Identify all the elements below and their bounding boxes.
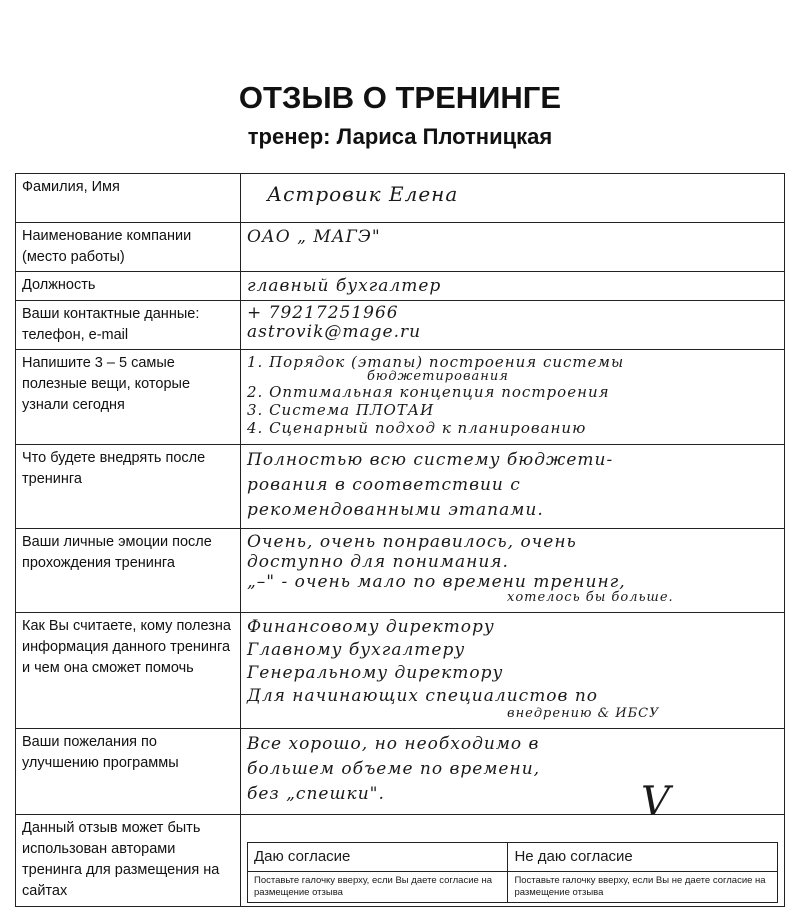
agree-note: Поставьте галочку вверху, если Вы даете согласие на размещение отзыва	[248, 872, 508, 903]
row-emotions	[16, 529, 785, 613]
handwritten-line: Очень, очень понравилось, очень	[247, 532, 577, 552]
row-label: Фамилия, Имя	[16, 174, 241, 223]
row-company	[16, 223, 785, 272]
handwritten-line: astrovik@mage.ru	[247, 322, 422, 342]
handwritten-line: 3. Система ПЛОТАИ	[247, 401, 435, 419]
row-name	[16, 174, 785, 223]
form-title: ОТЗЫВ О ТРЕНИНГЕ	[238, 80, 562, 115]
disagree-option[interactable]: Не даю согласие	[508, 843, 778, 872]
handwritten-line: 2. Оптимальная концепция построения	[247, 383, 610, 401]
handwritten-line: + 79217251966	[247, 303, 399, 323]
handwritten-line: Все хорошо, но необходимо в	[247, 734, 540, 754]
row-value	[241, 445, 785, 529]
handwritten-line: Главному бухгалтеру	[247, 640, 466, 660]
disagree-note: Поставьте галочку вверху, если Вы не даете согласие на размещение отзыва	[508, 872, 778, 903]
row-value	[241, 613, 785, 729]
handwritten-line: рования в соответствии с	[247, 475, 521, 495]
row-value	[241, 223, 785, 272]
row-who-benefits	[16, 613, 785, 729]
handwritten-line: „–" - очень мало по времени тренинг,	[247, 572, 626, 592]
handwritten-line: большем объеме по времени,	[247, 759, 541, 779]
row-value	[241, 729, 785, 825]
handwritten-line: Генеральному директору	[247, 663, 504, 683]
row-value	[241, 272, 785, 301]
row-contacts	[16, 301, 785, 350]
handwritten-line: доступно для понимания.	[247, 552, 509, 572]
row-value	[241, 350, 785, 445]
handwritten-line: без „спешки".	[247, 784, 385, 804]
handwritten-line: бюджетирования	[367, 369, 509, 384]
consent-table	[247, 842, 778, 903]
row-label: Должность	[16, 272, 241, 301]
row-label: Напишите 3 – 5 самые полезные вещи, которые узнали сегодня	[16, 350, 241, 445]
handwritten-line: ОАО „ МАГЭ"	[247, 227, 381, 247]
row-label: Ваши пожелания по улучшению программы	[16, 729, 241, 815]
row-useful-things	[16, 350, 785, 445]
handwritten-line: главный бухгалтер	[247, 276, 442, 296]
row-label: Как Вы считаете, кому полезна информация данного тренинга и чем она сможет помочь	[16, 613, 241, 729]
row-position	[16, 272, 785, 301]
handwritten-line: Для начинающих специалистов по	[247, 686, 599, 706]
row-label: Наименование компании (место работы)	[16, 223, 241, 272]
row-label: Ваши личные эмоции после прохождения тренинга	[16, 529, 241, 613]
handwritten-line: внедрению & ИБСУ	[507, 706, 660, 721]
row-value	[241, 174, 785, 223]
checkmark-icon: V	[641, 779, 671, 825]
feedback-table	[15, 173, 785, 907]
row-label: Ваши контактные данные: телефон, e-mail	[16, 301, 241, 350]
row-consent	[16, 815, 785, 907]
handwritten-line: рекомендованными этапами.	[247, 500, 544, 520]
row-label: Данный отзыв может быть использован авторами тренинга для размещения на сайтах	[16, 815, 241, 907]
handwritten-line: 4. Сценарный подход к планированию	[247, 419, 587, 437]
handwritten-line: 1. Порядок (этапы) построения системы	[247, 353, 625, 371]
handwritten-line: хотелось бы больше.	[507, 590, 674, 605]
row-implement	[16, 445, 785, 529]
handwritten-line: Астровик Елена	[267, 182, 459, 206]
handwritten-line: Финансовому директору	[247, 617, 495, 637]
row-value	[241, 529, 785, 613]
handwritten-line: Полностью всю систему бюджети-	[247, 450, 614, 470]
row-value	[241, 301, 785, 350]
row-label: Что будете внедрять после тренинга	[16, 445, 241, 529]
trainer-subtitle: тренер: Лариса Плотницкая	[247, 124, 553, 149]
agree-option[interactable]: Даю согласие	[248, 843, 508, 872]
